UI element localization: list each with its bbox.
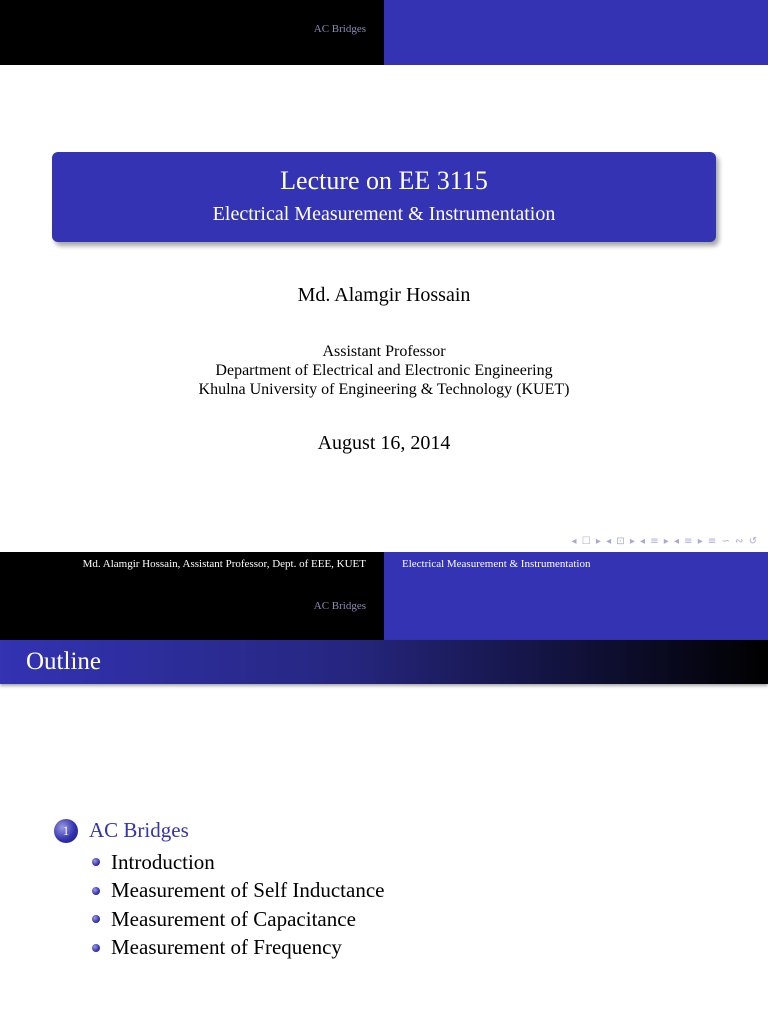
toc-subsection-label: Measurement of Frequency: [111, 935, 342, 960]
bullet-ball-icon: [92, 858, 100, 866]
footer-author: Md. Alamgir Hossain, Assistant Professor, Dept. of EEE, KUET: [0, 552, 384, 580]
toc-number-ball-icon: 1: [54, 819, 78, 843]
toc-section-label[interactable]: AC Bridges: [89, 818, 189, 842]
author-affiliation: [0, 342, 768, 399]
bullet-ball-icon: [92, 887, 100, 895]
slide-subtitle: Electrical Measurement & Instrumentation: [212, 203, 556, 225]
slide1-headline-left: [0, 0, 384, 65]
title-box: [52, 152, 716, 242]
toc-section[interactable]: [54, 818, 189, 843]
toc-subsection-label: Introduction: [111, 849, 215, 874]
toc-subsection-label: Measurement of Self Inductance: [111, 878, 385, 903]
slide1-section-label[interactable]: AC Bridges: [313, 23, 366, 35]
affiliation-line: Department of Electrical and Electronic Engineering: [215, 362, 553, 379]
author-name: Md. Alamgir Hossain: [297, 284, 471, 306]
affiliation-line: Assistant Professor: [322, 343, 446, 360]
slide1-footline: [0, 552, 768, 580]
frame-title: Outline: [0, 640, 768, 684]
toc-subsection-item[interactable]: [92, 877, 384, 906]
toc-subsection-item[interactable]: [92, 934, 384, 963]
bullet-ball-icon: [92, 944, 100, 952]
slide1-headline-right: [384, 0, 768, 65]
beamer-navigation-icons[interactable]: ◂ ☐ ▸ ◂ ⊡ ▸ ◂ ≡ ▸ ◂ ≡ ▸ ≡ ∽ ∾ ↺: [571, 536, 758, 547]
slide2-headline-bar: [0, 580, 768, 640]
slide2-headline-right: [384, 580, 768, 640]
slide2-section-label[interactable]: AC Bridges: [313, 600, 366, 612]
slide-title: Lecture on EE 3115: [280, 166, 488, 195]
toc-subsection-label: Measurement of Capacitance: [111, 906, 356, 931]
footer-title: Electrical Measurement & Instrumentation: [384, 552, 768, 580]
toc-subsection-list: [92, 848, 384, 962]
affiliation-line: Khulna University of Engineering & Technology (KUET): [198, 381, 570, 398]
toc-subsection-item[interactable]: [92, 848, 384, 877]
slide1-headline-bar: [0, 0, 768, 65]
presentation-date: August 16, 2014: [317, 432, 451, 454]
bullet-ball-icon: [92, 915, 100, 923]
slide2-headline-left: [0, 580, 384, 640]
toc-subsection-item[interactable]: [92, 905, 384, 934]
